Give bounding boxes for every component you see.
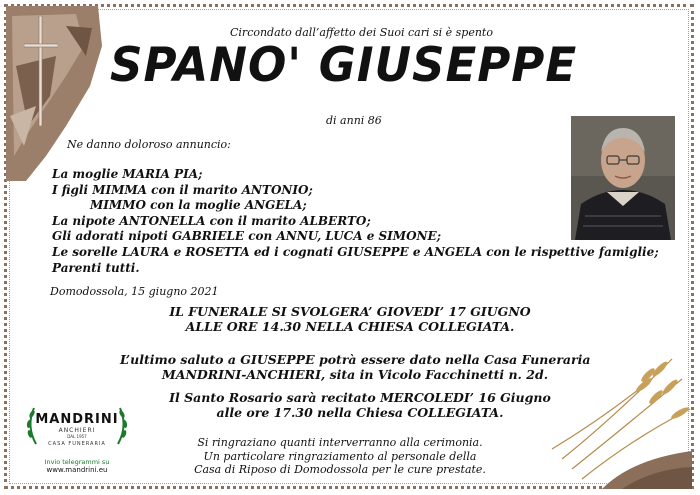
place-date: Domodossola, 15 giugno 2021 [50,285,219,298]
family-line: La moglie MARIA PIA; [52,167,203,181]
logo-sub: ANCHIERI [58,427,96,434]
family-line: Le sorelle LAURA e ROSETTA ed i cognati GIUSEPPE e ANGELA con le rispettive famiglie; [52,244,659,259]
thanks-line: Casa di Riposo di Domodossola per le cure prestate. [194,463,486,476]
rosary-info [145,390,575,420]
rosary-line: alle ore 17.30 nella Chiesa COLLEGIATA. [216,405,504,420]
logo-kind: CASA FUNERARIA [48,441,106,447]
logo-telegram-text: Invio telegrammi su [44,458,110,466]
wheat-decoration [532,339,692,489]
logo-website[interactable]: www.mandrini.eu [46,466,108,474]
rosary-line: Il Santo Rosario sarà recitato MERCOLEDI’ 16 Giugno [169,390,551,405]
logo-brand: MANDRINI [35,412,119,427]
funeral-info [150,304,550,334]
thanks-line: Un particolare ringraziamento al personale della [203,449,477,463]
announce-text: Ne danno doloroso annuncio: [67,138,231,151]
family-line: I figli MIMMA con il marito ANTONIO; [52,182,313,197]
family-line: MIMMO con la moglie ANGELA; [90,198,307,213]
logo-est: DAL 1957 [67,434,87,439]
greeting-line: L’ultimo saluto a GIUSEPPE potrà essere dato nella Casa Funeraria [120,352,591,367]
thanks-line: Si ringraziano quanti interverranno alla cerimonia. [197,436,483,449]
family-list [52,167,659,276]
greeting-info [120,352,590,382]
funeral-line: ALLE ORE 14.30 NELLA CHIESA COLLEGIATA. [185,319,515,334]
laurel-icon [24,402,130,450]
family-line: Gli adorati nipoti GABRIELE con ANNU, LUCA e SIMONE; [52,229,442,244]
thanks-text [185,436,495,477]
deceased-name: SPANO' GIUSEPPE [110,38,578,93]
intro-text: Circondato dall’affetto dei Suoi cari si è spento [230,26,493,39]
funeral-home-logo [24,402,130,474]
funeral-line: IL FUNERALE SI SVOLGERA’ GIOVEDI’ 17 GIUGNO [169,304,531,319]
greeting-line: MANDRINI-ANCHIERI, sita in Vicolo Facchinetti n. 2d. [161,367,549,382]
family-line: Parenti tutti. [52,260,140,275]
cross-icon [24,16,58,126]
age-text: di anni 86 [326,114,382,127]
family-line: La nipote ANTONELLA con il marito ALBERTO; [52,213,371,228]
